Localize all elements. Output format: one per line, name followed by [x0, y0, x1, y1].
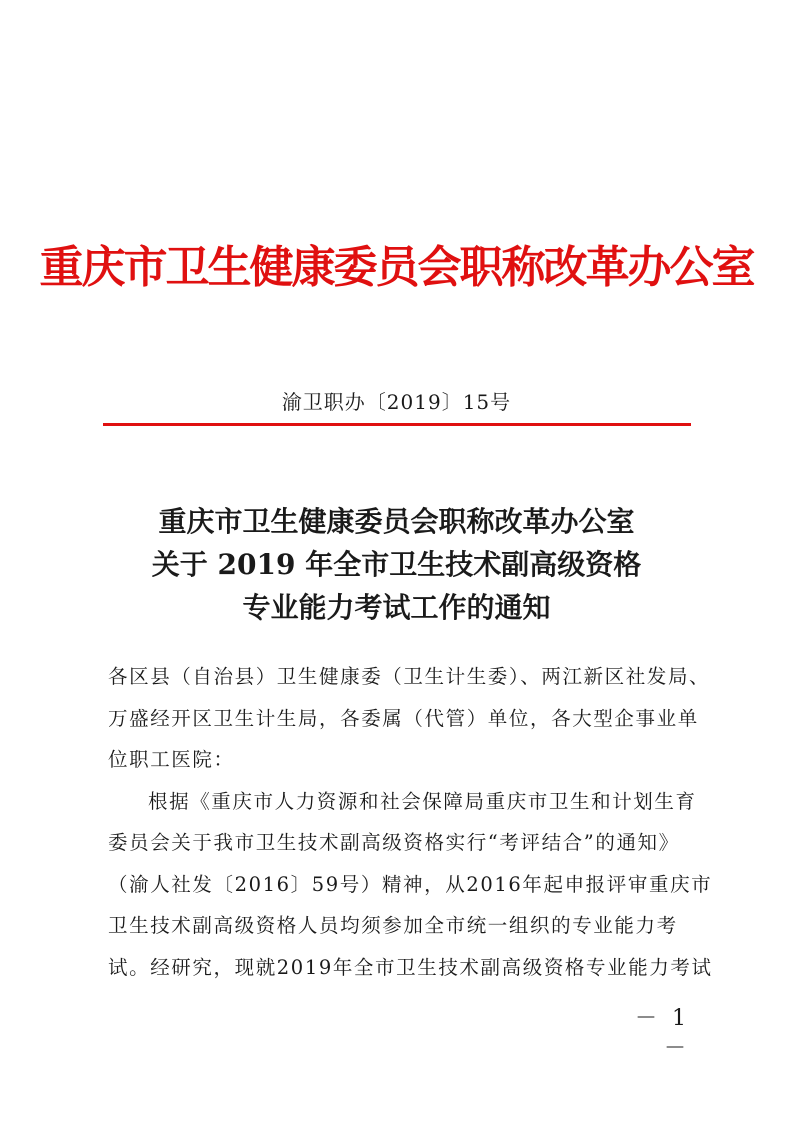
title-line-1: 重庆市卫生健康委员会职称改革办公室 — [158, 505, 635, 538]
body-line: 卫生技术副高级资格人员均须参加全市统一组织的专业能力考 — [108, 914, 678, 937]
body-line: （渝人社发〔2016〕59号）精神，从2016年起申报评审重庆市 — [108, 872, 713, 896]
title-line-3: 专业能力考试工作的通知 — [242, 591, 551, 624]
body-line: 万盛经开区卫生计生局，各委属（代管）单位，各大型企事业单 — [108, 706, 699, 730]
body-line: 委员会关于我市卫生技术副高级资格实行“考评结合”的通知》 — [108, 831, 680, 854]
page-number: － 1 － — [635, 1006, 690, 1061]
document-title — [0, 500, 793, 629]
body-line: 各区县（自治县）卫生健康委（卫生计生委）、两江新区社发局、 — [108, 665, 711, 688]
issuing-organization-header: 重庆市卫生健康委员会职称改革办公室 — [39, 242, 754, 293]
red-separator-line — [103, 423, 691, 426]
body-line: 根据《重庆市人力资源和社会保障局重庆市卫生和计划生育 — [148, 789, 697, 813]
document-number: 渝卫职办〔2019〕15号 — [281, 390, 512, 414]
body-line: 位职工医院： — [108, 748, 235, 771]
body-line: 试。经研究，现就2019年全市卫生技术副高级资格专业能力考试 — [108, 955, 713, 979]
title-line-2: 关于 2019 年全市卫生技术副高级资格 — [151, 548, 642, 581]
document-body — [108, 656, 713, 988]
